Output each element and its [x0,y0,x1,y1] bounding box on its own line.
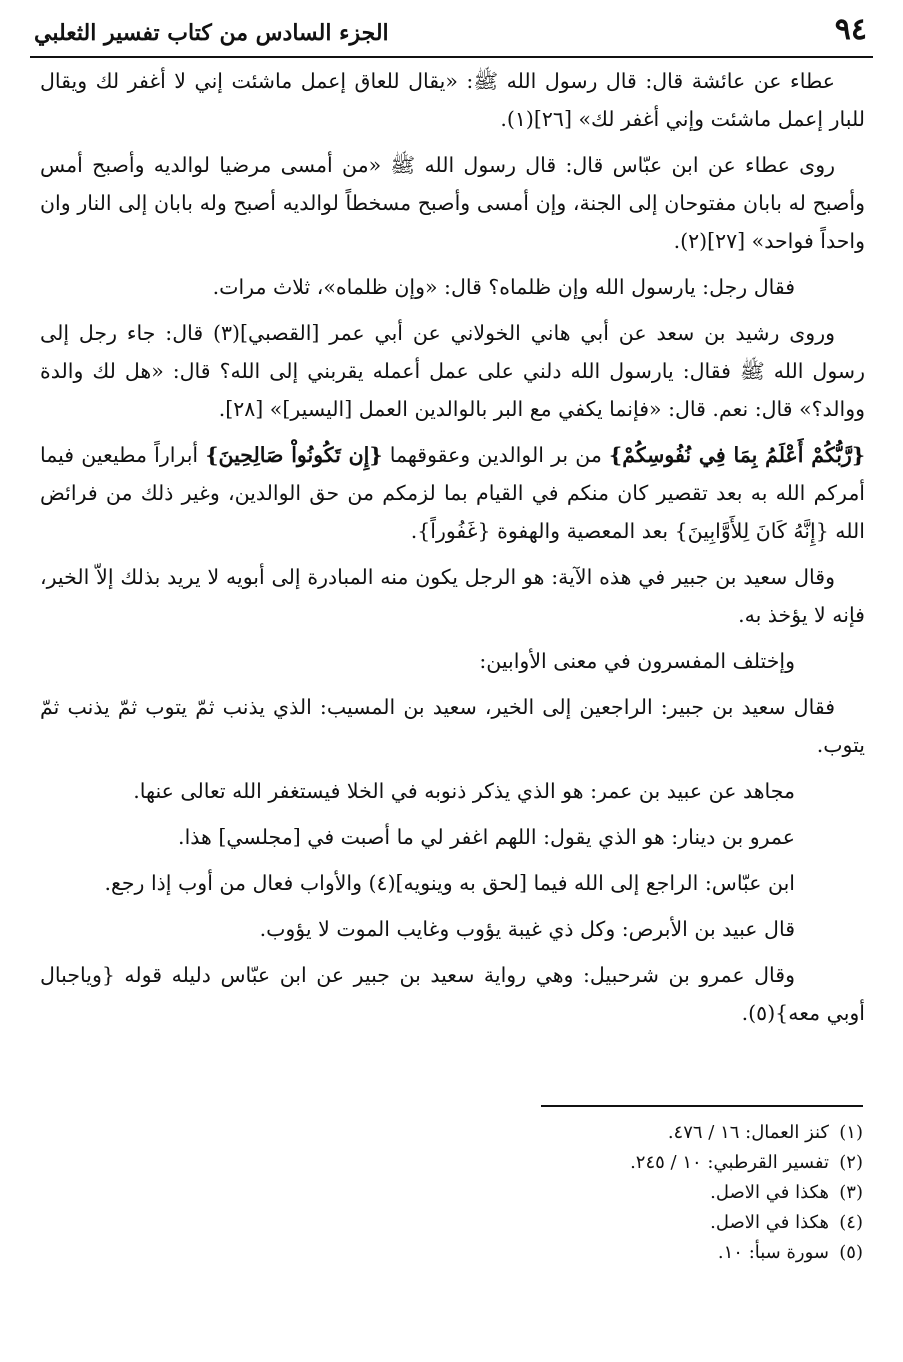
footnote-number: (٣) [839,1182,863,1203]
footnote-text: هكذا في الاصل. [710,1182,829,1203]
paragraph-amr-ibn-dinar: عمرو بن دينار: هو الذي يقول: اللهم اغفر لي ما أصبت في [مجلسي] هذا. [178,825,795,849]
paragraph-verse-commentary [40,436,865,550]
paragraph-man-asked: فقال رجل: يارسول الله وإن ظلماه؟ قال: «وإن ظلماه»، ثلاث مرات. [212,275,795,299]
verse-line-end: أبراراً [154,443,206,467]
quran-verse-b: {إِن تَكُونُواْ صَالِحِينَ} [205,443,383,467]
footnote-number: (١) [839,1122,863,1143]
footnote [363,1208,863,1238]
page-number: ٩٤ [834,12,867,47]
footnote-text: سورة سبأ: ١٠. [717,1242,829,1263]
footnote-separator [541,1105,863,1107]
paragraph-ibn-abbas-awwab: ابن عبّاس: الراجع إلى الله فيما [لحق به وينويه](٤) والأواب فعال من أوب إذا رجع. [104,871,795,895]
footnote [363,1148,863,1178]
paragraph-ibn-abbas-hadith: روى عطاء عن ابن عبّاس قال: قال رسول الله ﷺ «من أمسى مرضيا لوالديه وأصبح أمس وأصبح له بابان مفتوحان إلى الجنة، وإن أمسى وأصبح مسخطاً لوالديه أصبح وله بابان إلى النار وان واحداً فواحد» [٢٧](٢). [40,153,865,253]
footnote-text: كنز العمال: ١٦ / ٤٧٦. [667,1122,829,1143]
main-text [40,62,865,1040]
footnote [363,1118,863,1148]
footnote-text: هكذا في الاصل. [710,1212,829,1233]
quran-verse-a: {رَّبُّكُمْ أَعْلَمُ بِمَا فِي نُفُوسِكُمْ} [609,443,866,467]
paragraph-aisha-hadith: عطاء عن عائشة قال: قال رسول الله ﷺ: «يقال للعاق إعمل ماشئت إني لا أغفر لك ويقال للبار إعمل ماشئت وإني أغفر لك» [٢٦](١). [40,69,865,131]
paragraph-amr-ibn-shurahbil: وقال عمرو بن شرحبيل: وهي رواية سعيد بن جبير عن ابن عبّاس دليله قوله {وياجبال أوبي معه}(٥). [40,963,865,1025]
footnote-text: تفسير القرطبي: ١٠ / ٢٤٥. [630,1152,829,1173]
footnotes [363,1118,863,1268]
paragraph-said-ibn-jubair: وقال سعيد بن جبير في هذه الآية: هو الرجل يكون منه المبادرة إلى أبويه لا يريد بذلك إلاّ الخير، فإنه لا يؤخذ به. [40,565,865,627]
footnote-number: (٢) [839,1152,863,1173]
paragraph-commentators-differ: وإختلف المفسرون في معنى الأوابين: [479,649,795,673]
paragraph-definition-returners: فقال سعيد بن جبير: الراجعين إلى الخير، سعيد بن المسيب: الذي يذنب ثمّ يتوب ثمّ يذنب ثمّ يتوب. [40,695,865,757]
verse-commentary-text: مطيعين فيما أمركم الله به بعد تقصير كان منكم في القيام بما لزمكم من حق الوالدين، وغير ذلك من فرائض الله {إِنَّهُ كَانَ لِلأَوَّابِينَ} بعد المعصية والهفوة {غَفُوراً}. [40,443,865,543]
footnote [363,1238,863,1268]
footnote [363,1178,863,1208]
footnote-number: (٤) [839,1212,863,1233]
footnote-number: (٥) [839,1242,863,1263]
verse-connector: من بر الوالدين وعقوقهما [382,443,610,467]
running-title: الجزء السادس من كتاب تفسير الثعلبي [34,20,389,46]
paragraph-ubaid-poem: قال عبيد بن الأبرص: وكل ذي غيبة يؤوب وغايب الموت لا يؤوب. [259,917,795,941]
paragraph-rashid-hadith: وروى رشيد بن سعد عن أبي هاني الخولاني عن أبي عمر [القصبي](٣) قال: جاء رجل إلى رسول الله ﷺ فقال: يارسول الله دلني على عمل أعمله يقربني إلى الله؟ قال: «هل لك والدة ووالد؟» قال: نعم. قال: «فإنما يكفي مع البر بالوالدين العمل [اليسير]» [٢٨]. [40,321,865,421]
page-header [30,10,873,58]
paragraph-mujahid: مجاهد عن عبيد بن عمر: هو الذي يذكر ذنوبه في الخلا فيستغفر الله تعالى عنها. [133,779,795,803]
